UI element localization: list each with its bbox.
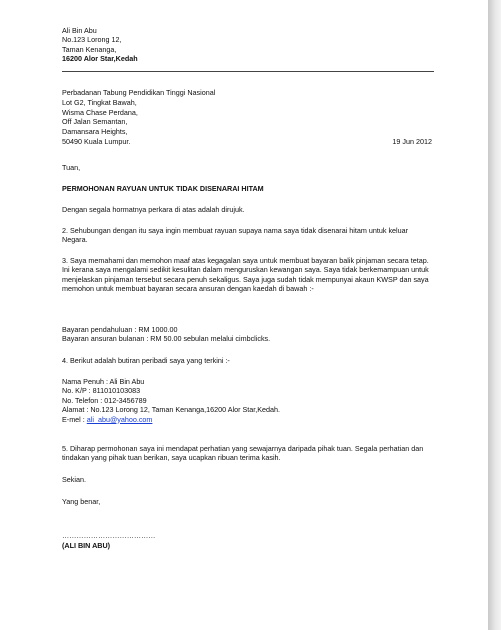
sender-address-line: No.123 Lorong 12, <box>62 35 122 45</box>
signature-name: (ALI BIN ABU) <box>62 541 111 550</box>
recipient-address-line: Off Jalan Semantan, <box>62 117 128 127</box>
recipient-address <box>62 88 432 147</box>
personal-phone: No. Telefon : 012-3456789 <box>62 395 147 405</box>
closing-sekian: Sekian. <box>62 475 86 484</box>
recipient-org: Perbadanan Tabung Pendidikan Tinggi Nasional <box>62 88 216 97</box>
recipient-address-line: Damansara Heights, <box>62 127 128 137</box>
paragraph-1: Dengan segala hormatnya perkara di atas adalah dirujuk. <box>62 205 245 214</box>
recipient-city: 50490 Kuala Lumpur. <box>62 136 131 146</box>
recipient-address-line: Wisma Chase Perdana, <box>62 107 138 117</box>
letter-date: 19 Jun 2012 <box>392 136 432 146</box>
paragraph-3: 3. Saya memahami dan memohon maaf atas kegagalan saya untuk membuat bayaran balik pinjaman secara tetap. Ini kerana saya mengalami sedikit kesulitan dalam menguruskan kewangan saya. Saya tidak berkemampuan untuk menjelaskan pinjaman tersebut secara penuh sekaligus. Saya juga sudah tidak mempunyai akaun KWSP dan saya memohon untuk membuat bayaran secara ansuran dengan kaedah di bawah :- <box>62 256 429 294</box>
letter-subject: PERMOHONAN RAYUAN UNTUK TIDAK DISENARAI HITAM <box>62 184 264 193</box>
payment-details <box>62 325 430 344</box>
personal-address: Alamat : No.123 Lorong 12, Taman Kenanga,16200 Alor Star,Kedah. <box>62 405 281 415</box>
page-edge-shadow <box>488 0 501 630</box>
recipient-address-line: Lot G2, Tingkat Bawah, <box>62 97 137 107</box>
payment-monthly: Bayaran ansuran bulanan : RM 50.00 sebulan melalui cimbclicks. <box>62 334 271 344</box>
recipient-address-line <box>62 137 432 147</box>
sender-name: Ali Bin Abu <box>62 26 97 35</box>
sender-address-line: Taman Kenanga, <box>62 44 117 54</box>
paragraph-4: 4. Berikut adalah butiran peribadi saya yang terkini :- <box>62 356 230 365</box>
payment-initial: Bayaran pendahuluan : RM 1000.00 <box>62 325 178 334</box>
signature-line: ………………………………… <box>62 531 156 540</box>
email-label: E-mel : <box>62 414 87 424</box>
personal-email-row <box>62 415 430 424</box>
closing-regards: Yang benar, <box>62 497 101 506</box>
header-divider <box>62 71 434 72</box>
sender-address <box>62 26 442 64</box>
email-link[interactable]: ali_abu@yahoo.com <box>86 414 153 424</box>
personal-name: Nama Penuh : Ali Bin Abu <box>62 377 145 386</box>
salutation: Tuan, <box>62 163 81 172</box>
paragraph-5: 5. Diharap permohonan saya ini mendapat perhatian yang sewajarnya daripada pihak tuan. Segala perhatian dan tindakan yang pihak tuan berikan, saya ucapkan ribuan terima kasih. <box>62 444 424 463</box>
personal-details <box>62 377 430 424</box>
paragraph-2: 2. Sehubungan dengan itu saya ingin membuat rayuan supaya nama saya tidak disenarai hitam untuk keluar Negara. <box>62 226 409 245</box>
sender-address-line: 16200 Alor Star,Kedah <box>62 54 138 64</box>
personal-ic: No. K/P : 811010103083 <box>62 386 141 396</box>
